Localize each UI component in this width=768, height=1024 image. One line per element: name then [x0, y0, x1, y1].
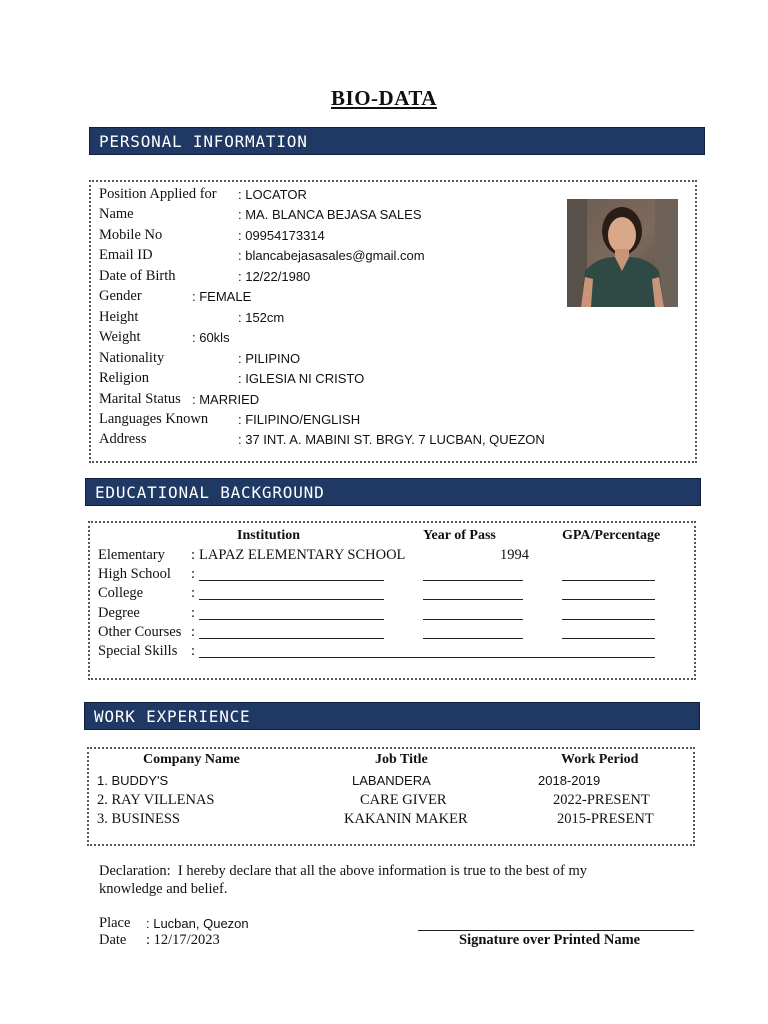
info-label-weight: Weight	[99, 329, 141, 345]
blank-line	[199, 580, 384, 581]
date-value: : 12/17/2023	[146, 932, 220, 948]
info-label-nationality: Nationality	[99, 350, 165, 366]
declaration-line-1: Declaration: I hereby declare that all the above information is true to the best of my	[99, 863, 587, 879]
section-header-work: WORK EXPERIENCE	[84, 702, 700, 730]
education-colon: :	[191, 605, 196, 621]
blank-line	[562, 638, 655, 639]
education-colon: :	[191, 624, 196, 640]
work-period-2: 2022-PRESENT	[553, 792, 650, 808]
info-label-languages: Languages Known	[99, 411, 209, 427]
info-label-dob: Date of Birth	[99, 268, 176, 284]
work-job-1: LABANDERA	[352, 773, 431, 788]
info-label-address: Address	[99, 431, 147, 447]
work-job-2: CARE GIVER	[360, 792, 447, 808]
declaration-line-2: knowledge and belief.	[99, 881, 228, 897]
education-colon: :	[191, 643, 196, 659]
info-value-mobile: : 09954173314	[238, 228, 325, 243]
education-label-college: College	[98, 585, 144, 601]
info-value-languages: : FILIPINO/ENGLISH	[238, 412, 361, 427]
education-label-other: Other Courses	[98, 624, 182, 640]
info-label-name: Name	[99, 206, 134, 222]
info-value-nationality: : PILIPINO	[238, 351, 301, 366]
page-title: BIO-DATA	[331, 86, 437, 110]
work-company-1: 1. BUDDY'S	[97, 773, 169, 788]
info-value-email: : blancabejasasales@gmail.com	[238, 248, 425, 263]
blank-line	[423, 619, 523, 620]
info-value-address: : 37 INT. A. MABINI ST. BRGY. 7 LUCBAN, QUEZON	[238, 432, 545, 447]
education-year-elementary: 1994	[500, 547, 529, 563]
info-label-email: Email ID	[99, 247, 153, 263]
date-label: Date	[99, 932, 127, 948]
info-value-weight: : 60kls	[192, 330, 230, 345]
blank-line	[199, 599, 384, 600]
education-label-elementary: Elementary	[98, 547, 165, 563]
section-header-personal: PERSONAL INFORMATION	[89, 127, 705, 155]
blank-line	[423, 599, 523, 600]
info-value-marital: : MARRIED	[192, 392, 260, 407]
work-header-job: Job Title	[375, 752, 428, 767]
education-label-skills: Special Skills	[98, 643, 178, 659]
blank-line	[562, 619, 655, 620]
work-period-3: 2015-PRESENT	[557, 811, 654, 827]
info-value-position: : LOCATOR	[238, 187, 307, 202]
signature-caption: Signature over Printed Name	[459, 932, 641, 948]
info-label-marital: Marital Status	[99, 391, 181, 407]
info-value-dob: : 12/22/1980	[238, 269, 311, 284]
blank-line	[423, 580, 523, 581]
blank-line	[199, 657, 655, 658]
education-institution-elementary: LAPAZ ELEMENTARY SCHOOL	[199, 547, 406, 563]
blank-line	[199, 638, 384, 639]
work-header-period: Work Period	[561, 752, 639, 767]
work-period-1: 2018-2019	[538, 773, 601, 788]
info-label-height: Height	[99, 309, 139, 325]
section-header-education: EDUCATIONAL BACKGROUND	[85, 478, 701, 506]
education-header-year: Year of Pass	[423, 528, 496, 543]
info-value-height: : 152cm	[238, 310, 285, 325]
info-row-position	[99, 185, 217, 204]
place-value: : Lucban, Quezon	[146, 916, 249, 931]
info-value-name: : MA. BLANCA BEJASA SALES	[238, 207, 422, 222]
info-value-gender: : FEMALE	[192, 289, 252, 304]
blank-line	[562, 599, 655, 600]
education-label-degree: Degree	[98, 605, 140, 621]
profile-photo-image	[567, 199, 678, 307]
work-company-2: 2. RAY VILLENAS	[97, 792, 215, 808]
education-header-institution: Institution	[237, 528, 301, 543]
info-label-mobile: Mobile No	[99, 227, 163, 243]
education-header-gpa: GPA/Percentage	[562, 528, 661, 543]
blank-line	[199, 619, 384, 620]
work-company-3: 3. BUSINESS	[97, 811, 180, 827]
work-header-company: Company Name	[143, 752, 240, 767]
education-label-highschool: High School	[98, 566, 171, 582]
education-colon: :	[191, 566, 196, 582]
info-label-religion: Religion	[99, 370, 149, 386]
blank-line	[423, 638, 523, 639]
work-job-3: KAKANIN MAKER	[344, 811, 468, 827]
place-label: Place	[99, 915, 131, 931]
info-label: Position Applied for	[99, 186, 217, 202]
signature-line	[418, 930, 694, 931]
info-value-religion: : IGLESIA NI CRISTO	[238, 371, 365, 386]
education-colon: :	[191, 547, 196, 563]
blank-line	[562, 580, 655, 581]
education-colon: :	[191, 585, 196, 601]
info-label-gender: Gender	[99, 288, 142, 304]
profile-photo	[567, 199, 678, 307]
